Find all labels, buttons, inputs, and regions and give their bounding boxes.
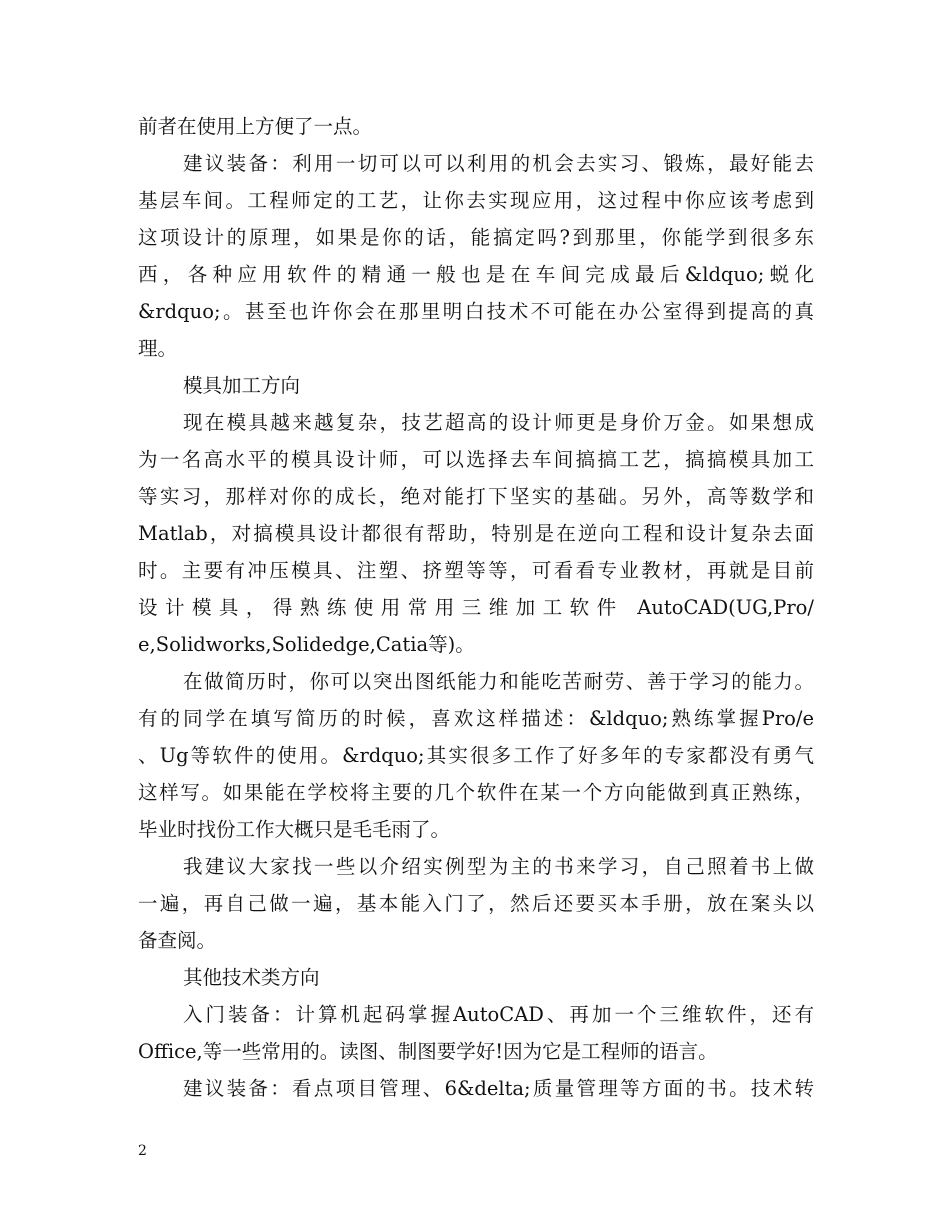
text-line: 入门装备：计算机起码掌握AutoCAD、再加一个三维软件，还有 [183,1003,814,1026]
text-line: 现在模具越来越复杂，技艺超高的设计师更是身价万金。如果想成 [183,411,814,434]
text-line: 理。 [138,337,178,360]
text-line: 有的同学在填写简历的时候，喜欢这样描述：&ldquo;熟练掌握Pro/e [138,707,814,730]
text-line: 在做简历时，你可以突出图纸能力和能吃苦耐劳、善于学习的能力。 [183,670,814,693]
text-line: 这项设计的原理，如果是你的话，能搞定吗?到那里，你能学到很多东 [138,226,814,249]
text-line: 一遍，再自己做一遍，基本能入门了，然后还要买本手册，放在案头以 [138,892,814,915]
text-line: e,Solidworks,Solidedge,Catia等)。 [138,633,475,656]
text-line: 这样写。如果能在学校将主要的几个软件在某一个方向能做到真正熟练， [138,781,814,804]
section-heading: 其他技术类方向 [183,966,320,989]
text-line: 西，各种应用软件的精通一般也是在车间完成最后&ldquo;蜕化 [138,263,814,286]
text-line: 前者在使用上方便了一点。 [138,115,373,138]
text-line: 时。主要有冲压模具、注塑、挤塑等等，可看看专业教材，再就是目前 [138,559,814,582]
text-line: 等实习，那样对你的成长，绝对能打下坚实的基础。另外，高等数学和 [138,485,814,508]
text-line: 建议装备：看点项目管理、6&delta;质量管理等方面的书。技术转 [183,1077,814,1100]
page-number: 2 [138,1143,147,1159]
section-heading: 模具加工方向 [183,374,301,397]
text-line: 备查阅。 [138,929,217,952]
body-text [138,108,814,1107]
text-line: 为一名高水平的模具设计师，可以选择去车间搞搞工艺，搞搞模具加工 [138,448,814,471]
text-line: 建议装备：利用一切可以可以利用的机会去实习、锻炼，最好能去 [183,152,814,175]
text-line: 设计模具，得熟练使用常用三维加工软件 AutoCAD(UG,Pro/ [138,596,814,619]
text-line: &rdquo;。甚至也许你会在那里明白技术不可能在办公室得到提高的真 [138,300,814,323]
text-line: 基层车间。工程师定的工艺，让你去实现应用，这过程中你应该考虑到 [138,189,814,212]
text-line: 、Ug等软件的使用。&rdquo;其实很多工作了好多年的专家都没有勇气 [138,744,814,767]
text-line: 我建议大家找一些以介绍实例型为主的书来学习，自己照着书上做 [183,855,814,878]
text-line: Office,等一些常用的。读图、制图要学好!因为它是工程师的语言。 [138,1040,718,1063]
text-line: 毕业时找份工作大概只是毛毛雨了。 [138,818,451,841]
text-line: Matlab，对搞模具设计都很有帮助，特别是在逆向工程和设计复杂去面 [138,522,814,545]
